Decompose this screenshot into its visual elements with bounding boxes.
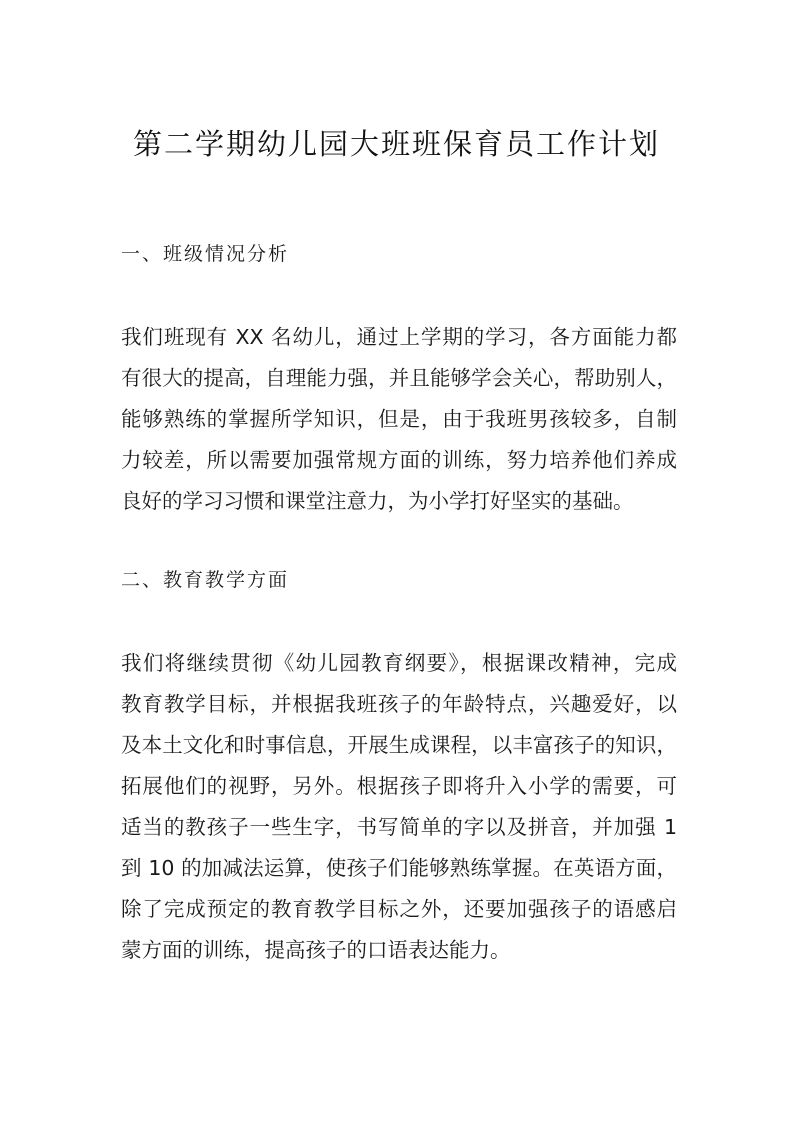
paragraph-line: 教育教学目标，并根据我班孩子的年龄特点，兴趣爱好，以 xyxy=(121,692,677,716)
paragraph-line: 良好的学习习惯和课堂注意力，为小学打好坚实的基础。 xyxy=(121,489,634,513)
paragraph-line: 力较差，所以需要加强常规方面的训练，努力培养他们养成 xyxy=(121,448,677,472)
paragraph-line: 有很大的提高，自理能力强，并且能够学会关心，帮助别人， xyxy=(121,366,677,390)
section-heading-class-analysis: 一、班级情况分析 xyxy=(121,243,290,265)
paragraph-line: 拓展他们的视野，另外。根据孩子即将升入小学的需要，可 xyxy=(121,774,677,798)
section-heading-teaching: 二、教育教学方面 xyxy=(121,569,290,591)
paragraph-line: 我们将继续贯彻《幼儿园教育纲要》，根据课改精神，完成 xyxy=(121,651,677,675)
paragraph-teaching xyxy=(121,643,677,971)
paragraph-line: 蒙方面的训练，提高孩子的口语表达能力。 xyxy=(121,938,511,962)
paragraph-class-analysis xyxy=(121,317,677,522)
paragraph-line: 到 10 的加减法运算，使孩子们能够熟练掌握。在英语方面， xyxy=(121,856,677,880)
document-title: 第二学期幼儿园大班班保育员工作计划 xyxy=(132,127,660,161)
paragraph-line: 适当的教孩子一些生字，书写简单的字以及拼音，并加强 1 xyxy=(121,815,677,839)
paragraph-line: 及本土文化和时事信息，开展生成课程，以丰富孩子的知识， xyxy=(121,733,677,757)
paragraph-line: 我们班现有 XX 名幼儿，通过上学期的学习，各方面能力都 xyxy=(121,325,677,349)
paragraph-line: 除了完成预定的教育教学目标之外，还要加强孩子的语感启 xyxy=(121,897,677,921)
paragraph-line: 能够熟练的掌握所学知识，但是，由于我班男孩较多，自制 xyxy=(121,407,677,431)
